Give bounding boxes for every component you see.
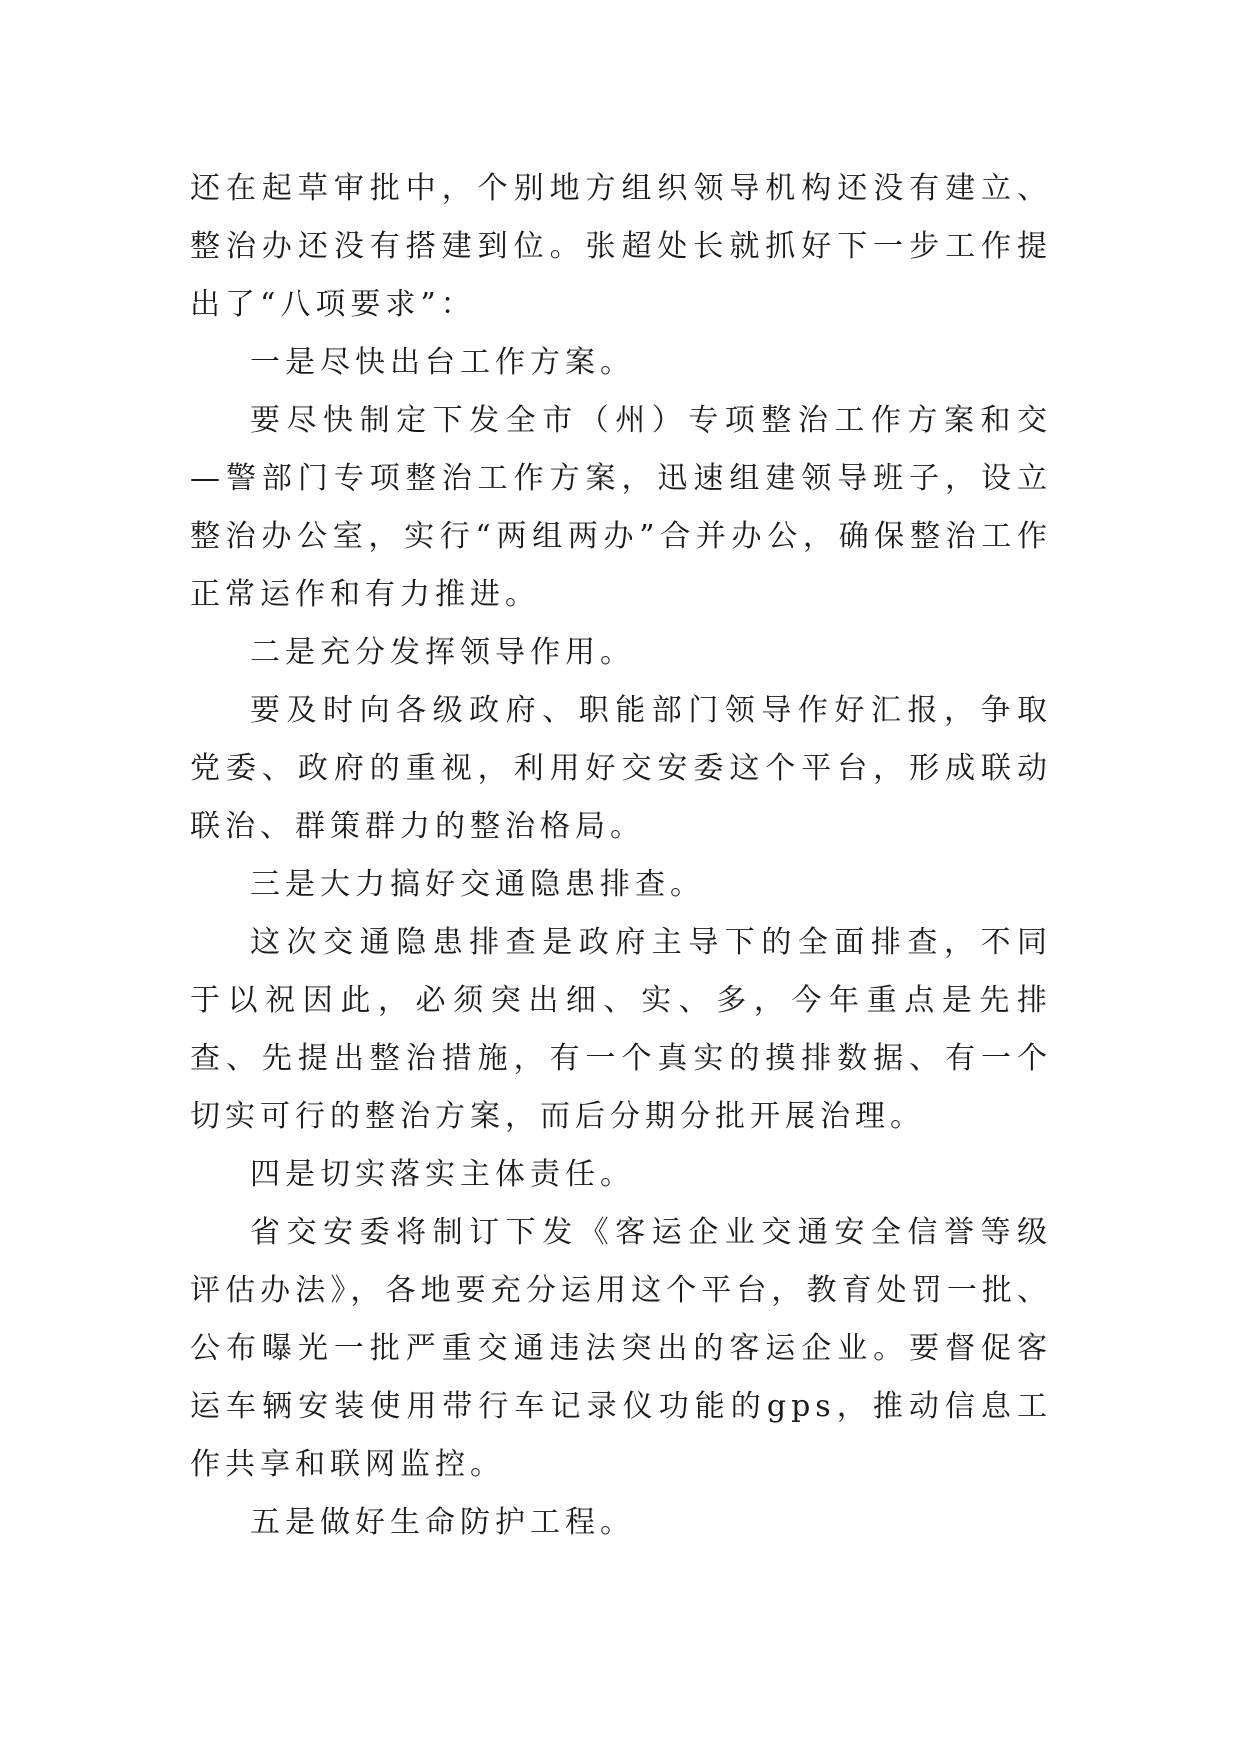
- paragraph-continuation: 还在起草审批中，个别地方组织领导机构还没有建立、整治办还没有搭建到位。张超处长就抓好下一步工作提出了“八项要求”：: [190, 171, 1052, 322]
- document-body: [190, 160, 1052, 1552]
- paragraph-item-one: 要尽快制定下发全市（州）专项整治工作方案和交—警部门专项整治工作方案，迅速组建领导班子，设立整治办公室，实行“两组两办”合并办公，确保整治工作正常运作和有力推进。: [190, 403, 1052, 612]
- paragraph-item-four: 省交安委将制订下发《客运企业交通安全信誉等级评估办法》，各地要充分运用这个平台，教育处罚一批、公布曝光一批严重交通违法突出的客运企业。要督促客运车辆安装使用带行车记录仪功能的gps，推动信息工作共享和联网监控。: [190, 1215, 1052, 1482]
- heading-item-one: 一是尽快出台工作方案。: [250, 345, 635, 380]
- heading-item-four: 四是切实落实主体责任。: [250, 1157, 635, 1192]
- heading-item-three: 三是大力搞好交通隐患排查。: [250, 867, 705, 902]
- paragraph-item-three: 这次交通隐患排查是政府主导下的全面排查，不同于以祝因此，必须突出细、实、多，今年重点是先排查、先提出整治措施，有一个真实的摸排数据、有一个切实可行的整治方案，而后分期分批开展治理。: [190, 925, 1052, 1134]
- heading-item-five: 五是做好生命防护工程。: [250, 1505, 635, 1540]
- paragraph-item-two: 要及时向各级政府、职能部门领导作好汇报，争取党委、政府的重视，利用好交安委这个平台，形成联动联治、群策群力的整治格局。: [190, 693, 1052, 844]
- heading-item-two: 二是充分发挥领导作用。: [250, 635, 635, 670]
